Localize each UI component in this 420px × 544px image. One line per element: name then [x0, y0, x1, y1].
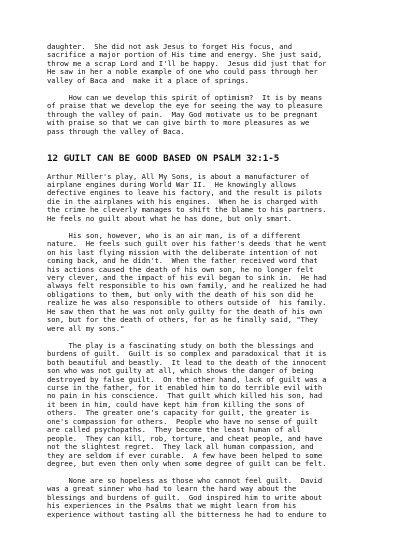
document-page — [47, 43, 377, 519]
paragraph-arthur-miller: Arthur Miller's play, All My Sons, is about a manufacturer of airplane engines during World War II. He knowingly allows defective engines to leave his factory, and the result is pilots die in the airplanes with his engines. When he is charged with the crime he cleverly manages to shift the blame to his partners. He feels no guilt about what he has done, but only smart. — [47, 171, 327, 223]
section-heading: 12 GUILT CAN BE GOOD BASED ON PSALM 32:1-5 — [47, 153, 280, 165]
paragraph-none-hopeless: None are so hopeless as those who cannot feel guilt. David was a great sinner who had to learn the hard way about the blessings and burdens of guilt. God inspired him to write about his experiences in the Psalms that we might learn from his experience without tasting all the bitterness he had to endure to — [47, 475, 327, 519]
paragraph-optimism: How can we develop this spirit of optimism? It is by means of praise that we develop the eye for seeing the way to pleasure through the valley of pain. May God motivate us to be pregnant with praise so that we can give birth to more pleasures as we pass through the valley of Baca. — [47, 92, 323, 136]
paragraph-gap — [47, 145, 377, 154]
paragraph-gap — [47, 136, 377, 145]
paragraph-play-study: The play is a fascinating study on both the blessings and burdens of guilt. Guilt is so complex and paradoxical that it is both beautiful and beastly. It lead to the death of the innocent son who was not guilty at all, which shows the danger of being destroyed by false guilt. On the other hand, lack of guilt was a curse in the father, for it enabled him to do terrible evil with no pain in his conscience. That guilt which killed his son, had it been in him, could have kept him from killing the sons of others. The greater one's capacity for guilt, the greater is one's compassion for others. People who have no sense of guilt are called psychopaths. They become the least human of all people. They can kill, rob, torture, and cheat people, and have not the slightest regret. They lack all human compassion, and they are seldom if ever curable. A few have been helped to some degree, but even then only when some degree of guilt can be felt. — [47, 340, 327, 469]
paragraph-daughter: daughter. She did not ask Jesus to forget His focus, and sacrifice a major portion of His time and energy. She just said, throw me a scrap Lord and I'll be happy. Jesus did just that for He saw in her a noble example of one who could pass through her valley of Baca and make it a place of springs. — [47, 42, 327, 85]
paragraph-his-son: His son, however, who is an air man, is of a different nature. He feels such guilt over his father's deeds that he went on his last flying mission with the deliberate intention of not coming back, and he didn't. When the father received word that his actions caused the death of his own son, he no longer felt very clever, and the impact of his evil began to sink in. He had always felt responsible to his own family, and he realized he had obligations to them, but only with the death of his son did he realize he was also responsible to others outside of his family. He saw then that he was not only guilty for the death of his own son, but for the death of others, for as he finally said, "They were all my sons." — [47, 230, 327, 333]
